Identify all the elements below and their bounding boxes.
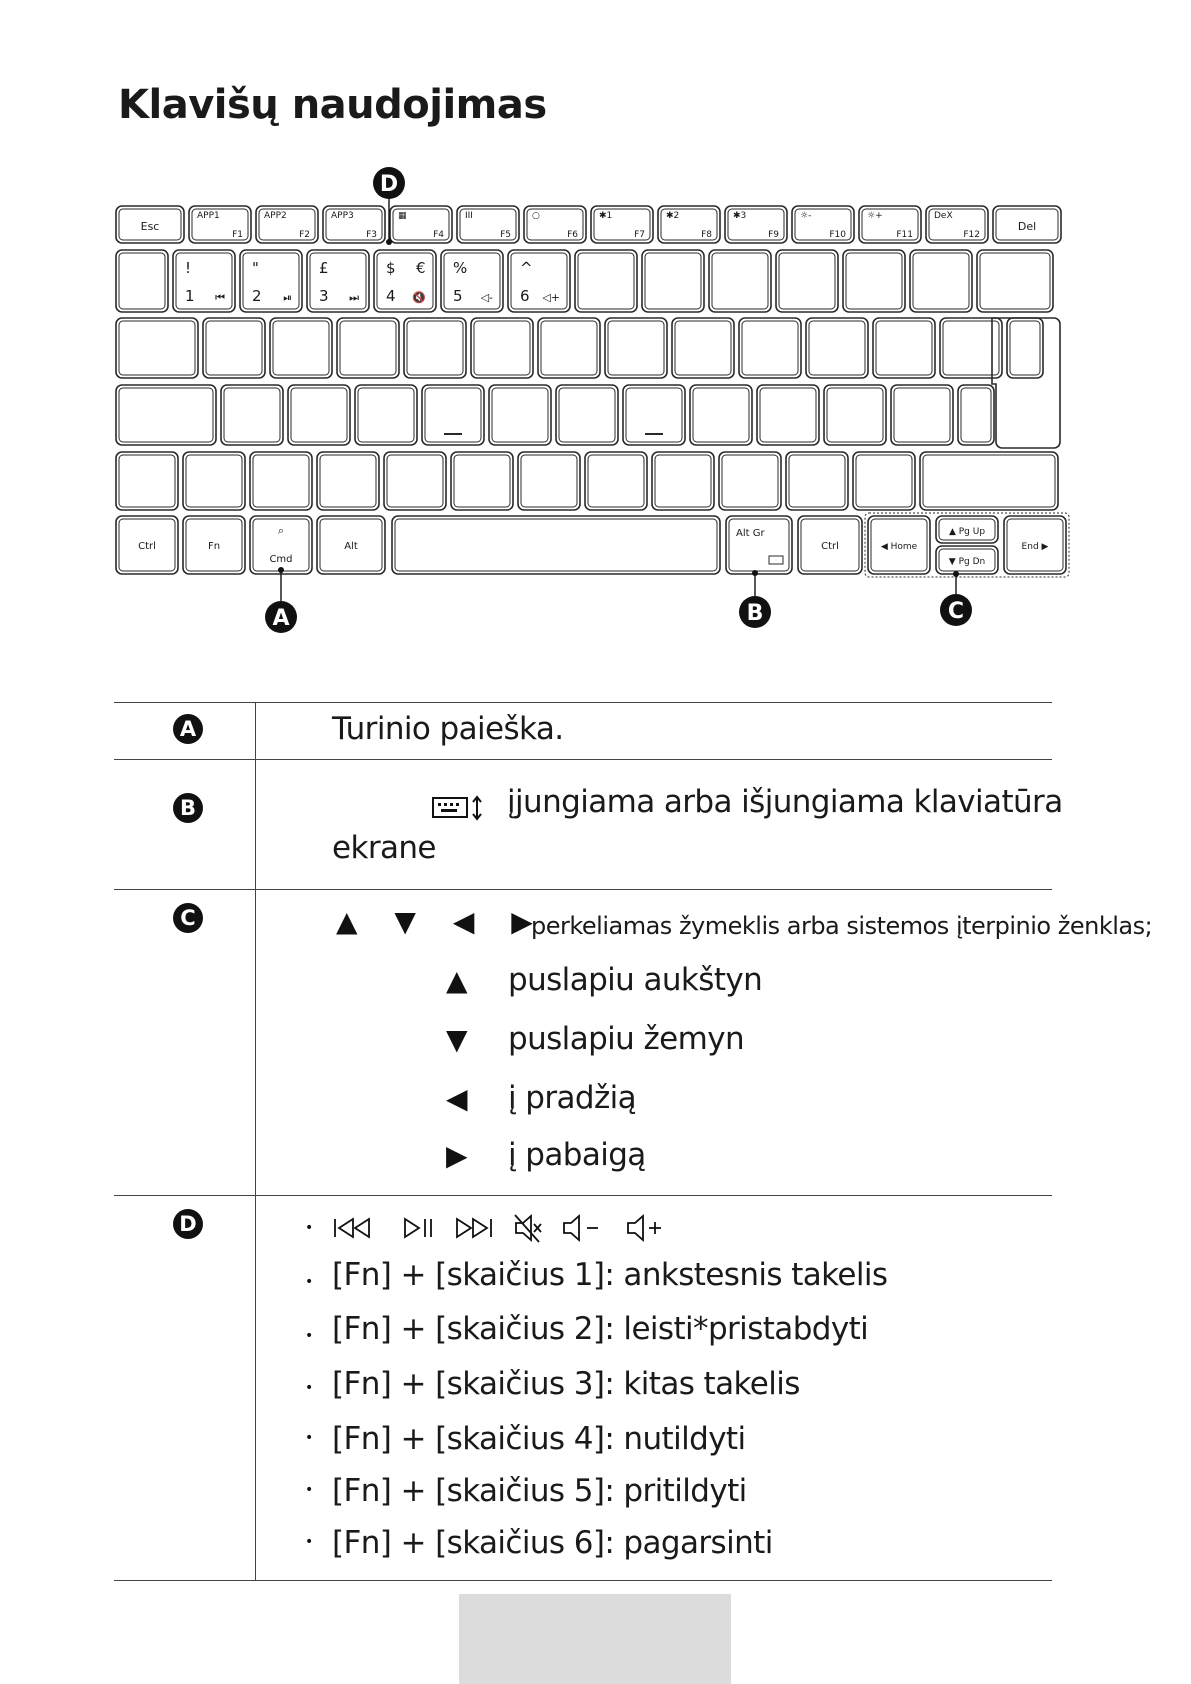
key-number-label: 6 — [520, 287, 530, 305]
key-fn-label: F12 — [963, 230, 980, 240]
row-d-item-2: [Fn] + [skaičius 2]: leisti*pristabdyti — [332, 1311, 869, 1347]
callout-d-dot — [386, 239, 392, 245]
key-row3-0-inner — [206, 321, 262, 375]
row-c-item-home: į pradžią — [508, 1080, 637, 1116]
key-row4-9 — [824, 385, 886, 445]
key-label: Esc — [140, 220, 160, 233]
key-space-inner — [395, 519, 717, 571]
key-fn-label: F10 — [829, 230, 846, 240]
key-row4-6 — [623, 385, 685, 445]
key-top-label: ☼- — [800, 211, 812, 221]
key-fn-label: F5 — [500, 230, 511, 240]
key-row4-3 — [422, 385, 484, 445]
key-5 — [441, 250, 503, 312]
key-row5-6-inner — [521, 455, 577, 507]
row-d-item-3: [Fn] + [skaičius 3]: kitas takelis — [332, 1366, 800, 1402]
bullet: • — [305, 1482, 314, 1498]
key-top-label: ✱3 — [733, 211, 747, 221]
page-title: Klavišų naudojimas — [118, 82, 547, 128]
key-row5-0 — [116, 452, 178, 510]
key-number-row-3-inner — [779, 253, 835, 309]
callout-d-label: D — [379, 172, 399, 197]
key-number-row-0 — [575, 250, 637, 312]
callout-c-dot — [953, 571, 959, 577]
key-number-label: 1 — [185, 287, 195, 305]
key-row4-4 — [489, 385, 551, 445]
key-row5-2-inner — [253, 455, 309, 507]
key-row5-6 — [518, 452, 580, 510]
key-row5-2 — [250, 452, 312, 510]
table-row-a — [114, 702, 1052, 759]
key-row5-11-inner — [856, 455, 912, 507]
key-media-label: ⏭ — [349, 291, 359, 304]
key-row5-9-inner — [722, 455, 778, 507]
key-row3-7 — [672, 318, 734, 378]
table-row-c — [114, 889, 1153, 1195]
key-row5-8-inner — [655, 455, 711, 507]
key-shift-label: ^ — [520, 259, 533, 277]
key-fn-label: F7 — [634, 230, 645, 240]
key-top-label: ☼+ — [867, 211, 883, 221]
key-label: ◀ Home — [880, 542, 918, 552]
key-label: Ctrl — [138, 541, 156, 552]
key-shift-right-inner — [923, 455, 1055, 507]
key-number-row-4-inner — [846, 253, 902, 309]
key-tab — [116, 318, 198, 378]
bullet: • — [305, 1430, 314, 1446]
callout-c-label: C — [947, 599, 965, 624]
key-shift-label: $ — [386, 259, 396, 277]
key-row4-2 — [355, 385, 417, 445]
key-row4-9-inner — [827, 388, 883, 442]
key-row4-5 — [556, 385, 618, 445]
key-number-row-2 — [709, 250, 771, 312]
key-row3-8 — [739, 318, 801, 378]
key-number-label: 4 — [386, 287, 396, 305]
key-row3-10 — [873, 318, 935, 378]
key-row3-10-inner — [876, 321, 932, 375]
play-pause-icon — [405, 1219, 431, 1237]
key-media-label: ◁+ — [542, 291, 560, 304]
key-row4-8-inner — [760, 388, 816, 442]
key-3 — [307, 250, 369, 312]
key-row4-10-inner — [894, 388, 950, 442]
media-keys-icons — [334, 1212, 674, 1246]
key-tab-inner — [119, 321, 195, 375]
key-1 — [173, 250, 235, 312]
key-fn-label: F9 — [768, 230, 779, 240]
row-c-item-pgup: puslapiu aukštyn — [508, 962, 763, 998]
key-row4-10 — [891, 385, 953, 445]
key-media-label: ⏮ — [215, 291, 225, 304]
key-row3-3 — [404, 318, 466, 378]
key-row3-4 — [471, 318, 533, 378]
key-label: Del — [1017, 220, 1037, 233]
key-row5-5-inner — [454, 455, 510, 507]
row-c-text: perkeliamas žymeklis arba sistemos įterpinio ženklas; — [531, 912, 1153, 940]
mute-icon — [515, 1215, 541, 1242]
key-row4-2-inner — [358, 388, 414, 442]
keyboard-icon — [769, 556, 783, 564]
key-row3-12-inner — [1010, 321, 1040, 375]
next-track-icon — [457, 1219, 491, 1237]
key-top-label: ✱2 — [666, 211, 680, 221]
key-row5-0-inner — [119, 455, 175, 507]
footer-page-box — [459, 1594, 731, 1684]
key-row5-1-inner — [186, 455, 242, 507]
key-media-label: ◁- — [480, 291, 493, 304]
arrow-down-icon: ▼ — [446, 1023, 468, 1056]
key-backtick-inner — [119, 253, 165, 309]
key-altgr-inner — [729, 519, 789, 571]
key-label: ▼ Pg Dn — [948, 557, 986, 567]
key-backtick — [116, 250, 168, 312]
key-row3-1 — [270, 318, 332, 378]
key-row5-11 — [853, 452, 915, 510]
bullet: • — [305, 1534, 314, 1550]
key-row5-9 — [719, 452, 781, 510]
key-row5-7 — [585, 452, 647, 510]
key-shift-label: " — [252, 259, 259, 277]
key-number-row-1-inner — [645, 253, 701, 309]
key-number-row-1 — [642, 250, 704, 312]
row-d-item-6: [Fn] + [skaičius 6]: pagarsinti — [332, 1525, 773, 1561]
key-row5-8 — [652, 452, 714, 510]
key-label: ▲ Pg Up — [948, 527, 986, 537]
callout-badge-b: B — [173, 793, 203, 823]
key-fn-label: F3 — [366, 230, 377, 240]
table-row-b — [114, 759, 1063, 889]
key-fn-label: F1 — [232, 230, 243, 240]
key-row3-9-inner — [809, 321, 865, 375]
key-number-row-6-inner — [980, 253, 1050, 309]
key-number-row-5 — [910, 250, 972, 312]
row-a-text: Turinio paieška. — [332, 711, 564, 747]
row-d-item-1: [Fn] + [skaičius 1]: ankstesnis takelis — [332, 1257, 888, 1293]
key-row5-1 — [183, 452, 245, 510]
key-label: Fn — [207, 541, 221, 552]
key-label: Cmd — [269, 554, 293, 565]
key-altgr — [726, 516, 792, 574]
key-row3-6-inner — [608, 321, 664, 375]
key-fn-label: F4 — [433, 230, 444, 240]
key-row4-4-inner — [492, 388, 548, 442]
key-row3-11-inner — [943, 321, 999, 375]
key-row5-4 — [384, 452, 446, 510]
key-number-label: 5 — [453, 287, 463, 305]
key-row5-4-inner — [387, 455, 443, 507]
row-b-text-line1: įjungiama arba išjungiama klaviatūra — [507, 784, 1063, 820]
callout-badge-d: D — [173, 1209, 203, 1239]
key-row3-1-inner — [273, 321, 329, 375]
key-number-row-0-inner — [578, 253, 634, 309]
key-row4-11 — [958, 385, 994, 445]
key-row4-0 — [221, 385, 283, 445]
row-c-item-end: į pabaigą — [508, 1137, 646, 1173]
key-row5-3-inner — [320, 455, 376, 507]
key-number-row-5-inner — [913, 253, 969, 309]
key-media-label: 🔇 — [412, 291, 426, 304]
key-row5-10-inner — [789, 455, 845, 507]
key-caps — [116, 385, 216, 445]
key-label: Alt — [344, 541, 358, 552]
keyboard-toggle-icon — [432, 794, 488, 822]
key-shift-right — [920, 452, 1058, 510]
bullet: • — [305, 1274, 314, 1290]
key-top-label: APP3 — [331, 211, 354, 221]
key-row4-0-inner — [224, 388, 280, 442]
key-top-label: ✱1 — [599, 211, 613, 221]
key-number-label: 3 — [319, 287, 329, 305]
key-top-label: III — [465, 211, 473, 221]
callout-a-label: A — [272, 606, 290, 631]
key-fn-label: F6 — [567, 230, 578, 240]
key-row3-3-inner — [407, 321, 463, 375]
key-row4-5-inner — [559, 388, 615, 442]
key-space — [392, 516, 720, 574]
key-top-label: DeX — [934, 211, 953, 221]
key-row5-5 — [451, 452, 513, 510]
key-number-label: 2 — [252, 287, 262, 305]
key-row5-7-inner — [588, 455, 644, 507]
key-row3-12 — [1007, 318, 1043, 378]
keyboard-diagram — [0, 0, 1191, 660]
key-row3-5 — [538, 318, 600, 378]
key-row3-5-inner — [541, 321, 597, 375]
bullet: • — [305, 1380, 314, 1396]
key-2 — [240, 250, 302, 312]
key-top-label: APP1 — [197, 211, 220, 221]
arrow-keys-icon: ▲ ▼ ◀ ▶ — [336, 905, 547, 938]
key-row4-1-inner — [291, 388, 347, 442]
search-icon: ⌕ — [277, 524, 285, 537]
arrow-left-icon: ◀ — [446, 1082, 468, 1115]
key-fn-label: F2 — [299, 230, 310, 240]
callout-badge-a: A — [173, 714, 203, 744]
key-top-label: ○ — [532, 211, 540, 221]
bullet: • — [305, 1220, 314, 1236]
key-number-row-2-inner — [712, 253, 768, 309]
key-row3-4-inner — [474, 321, 530, 375]
key-label: Alt Gr — [736, 528, 765, 539]
key-top-label: ▦ — [398, 211, 407, 221]
key-shift-label: £ — [319, 259, 329, 277]
volume-up-icon — [628, 1216, 661, 1240]
bullet: • — [305, 1328, 314, 1344]
arrow-up-icon: ▲ — [446, 964, 468, 997]
key-label: End ▶ — [1021, 542, 1049, 552]
key-4 — [374, 250, 436, 312]
key-row5-10 — [786, 452, 848, 510]
key-shift-label: % — [453, 259, 468, 277]
callout-a-dot — [278, 567, 284, 573]
callout-b-dot — [752, 570, 758, 576]
arrow-right-icon: ▶ — [446, 1139, 468, 1172]
volume-down-icon — [564, 1216, 598, 1240]
row-d-item-4: [Fn] + [skaičius 4]: nutildyti — [332, 1421, 746, 1457]
key-number-row-4 — [843, 250, 905, 312]
key-row4-11-inner — [961, 388, 991, 442]
key-media-label: ⏯ — [283, 291, 292, 304]
key-row3-2-inner — [340, 321, 396, 375]
key-row4-1 — [288, 385, 350, 445]
callout-badge-c: C — [173, 903, 203, 933]
key-row3-9 — [806, 318, 868, 378]
key-number-row-6 — [977, 250, 1053, 312]
key-top-label: APP2 — [264, 211, 287, 221]
key-row3-2 — [337, 318, 399, 378]
key-altgr-label: € — [416, 259, 426, 277]
key-label: Ctrl — [821, 541, 839, 552]
key-row5-3 — [317, 452, 379, 510]
row-c-item-pgdn: puslapiu žemyn — [508, 1021, 745, 1057]
key-fn-label: F8 — [701, 230, 712, 240]
key-row3-6 — [605, 318, 667, 378]
key-fn-label: F11 — [896, 230, 913, 240]
key-caps-inner — [119, 388, 213, 442]
callout-b-label: B — [746, 601, 764, 626]
row-d-item-5: [Fn] + [skaičius 5]: pritildyti — [332, 1473, 747, 1509]
key-row3-8-inner — [742, 321, 798, 375]
key-shift-label: ! — [185, 259, 192, 277]
key-row3-0 — [203, 318, 265, 378]
key-row4-7-inner — [693, 388, 749, 442]
key-row3-7-inner — [675, 321, 731, 375]
row-b-text-line2: ekrane — [332, 830, 436, 866]
key-row4-8 — [757, 385, 819, 445]
key-6 — [508, 250, 570, 312]
key-row4-7 — [690, 385, 752, 445]
key-number-row-3 — [776, 250, 838, 312]
previous-track-icon — [335, 1219, 369, 1237]
